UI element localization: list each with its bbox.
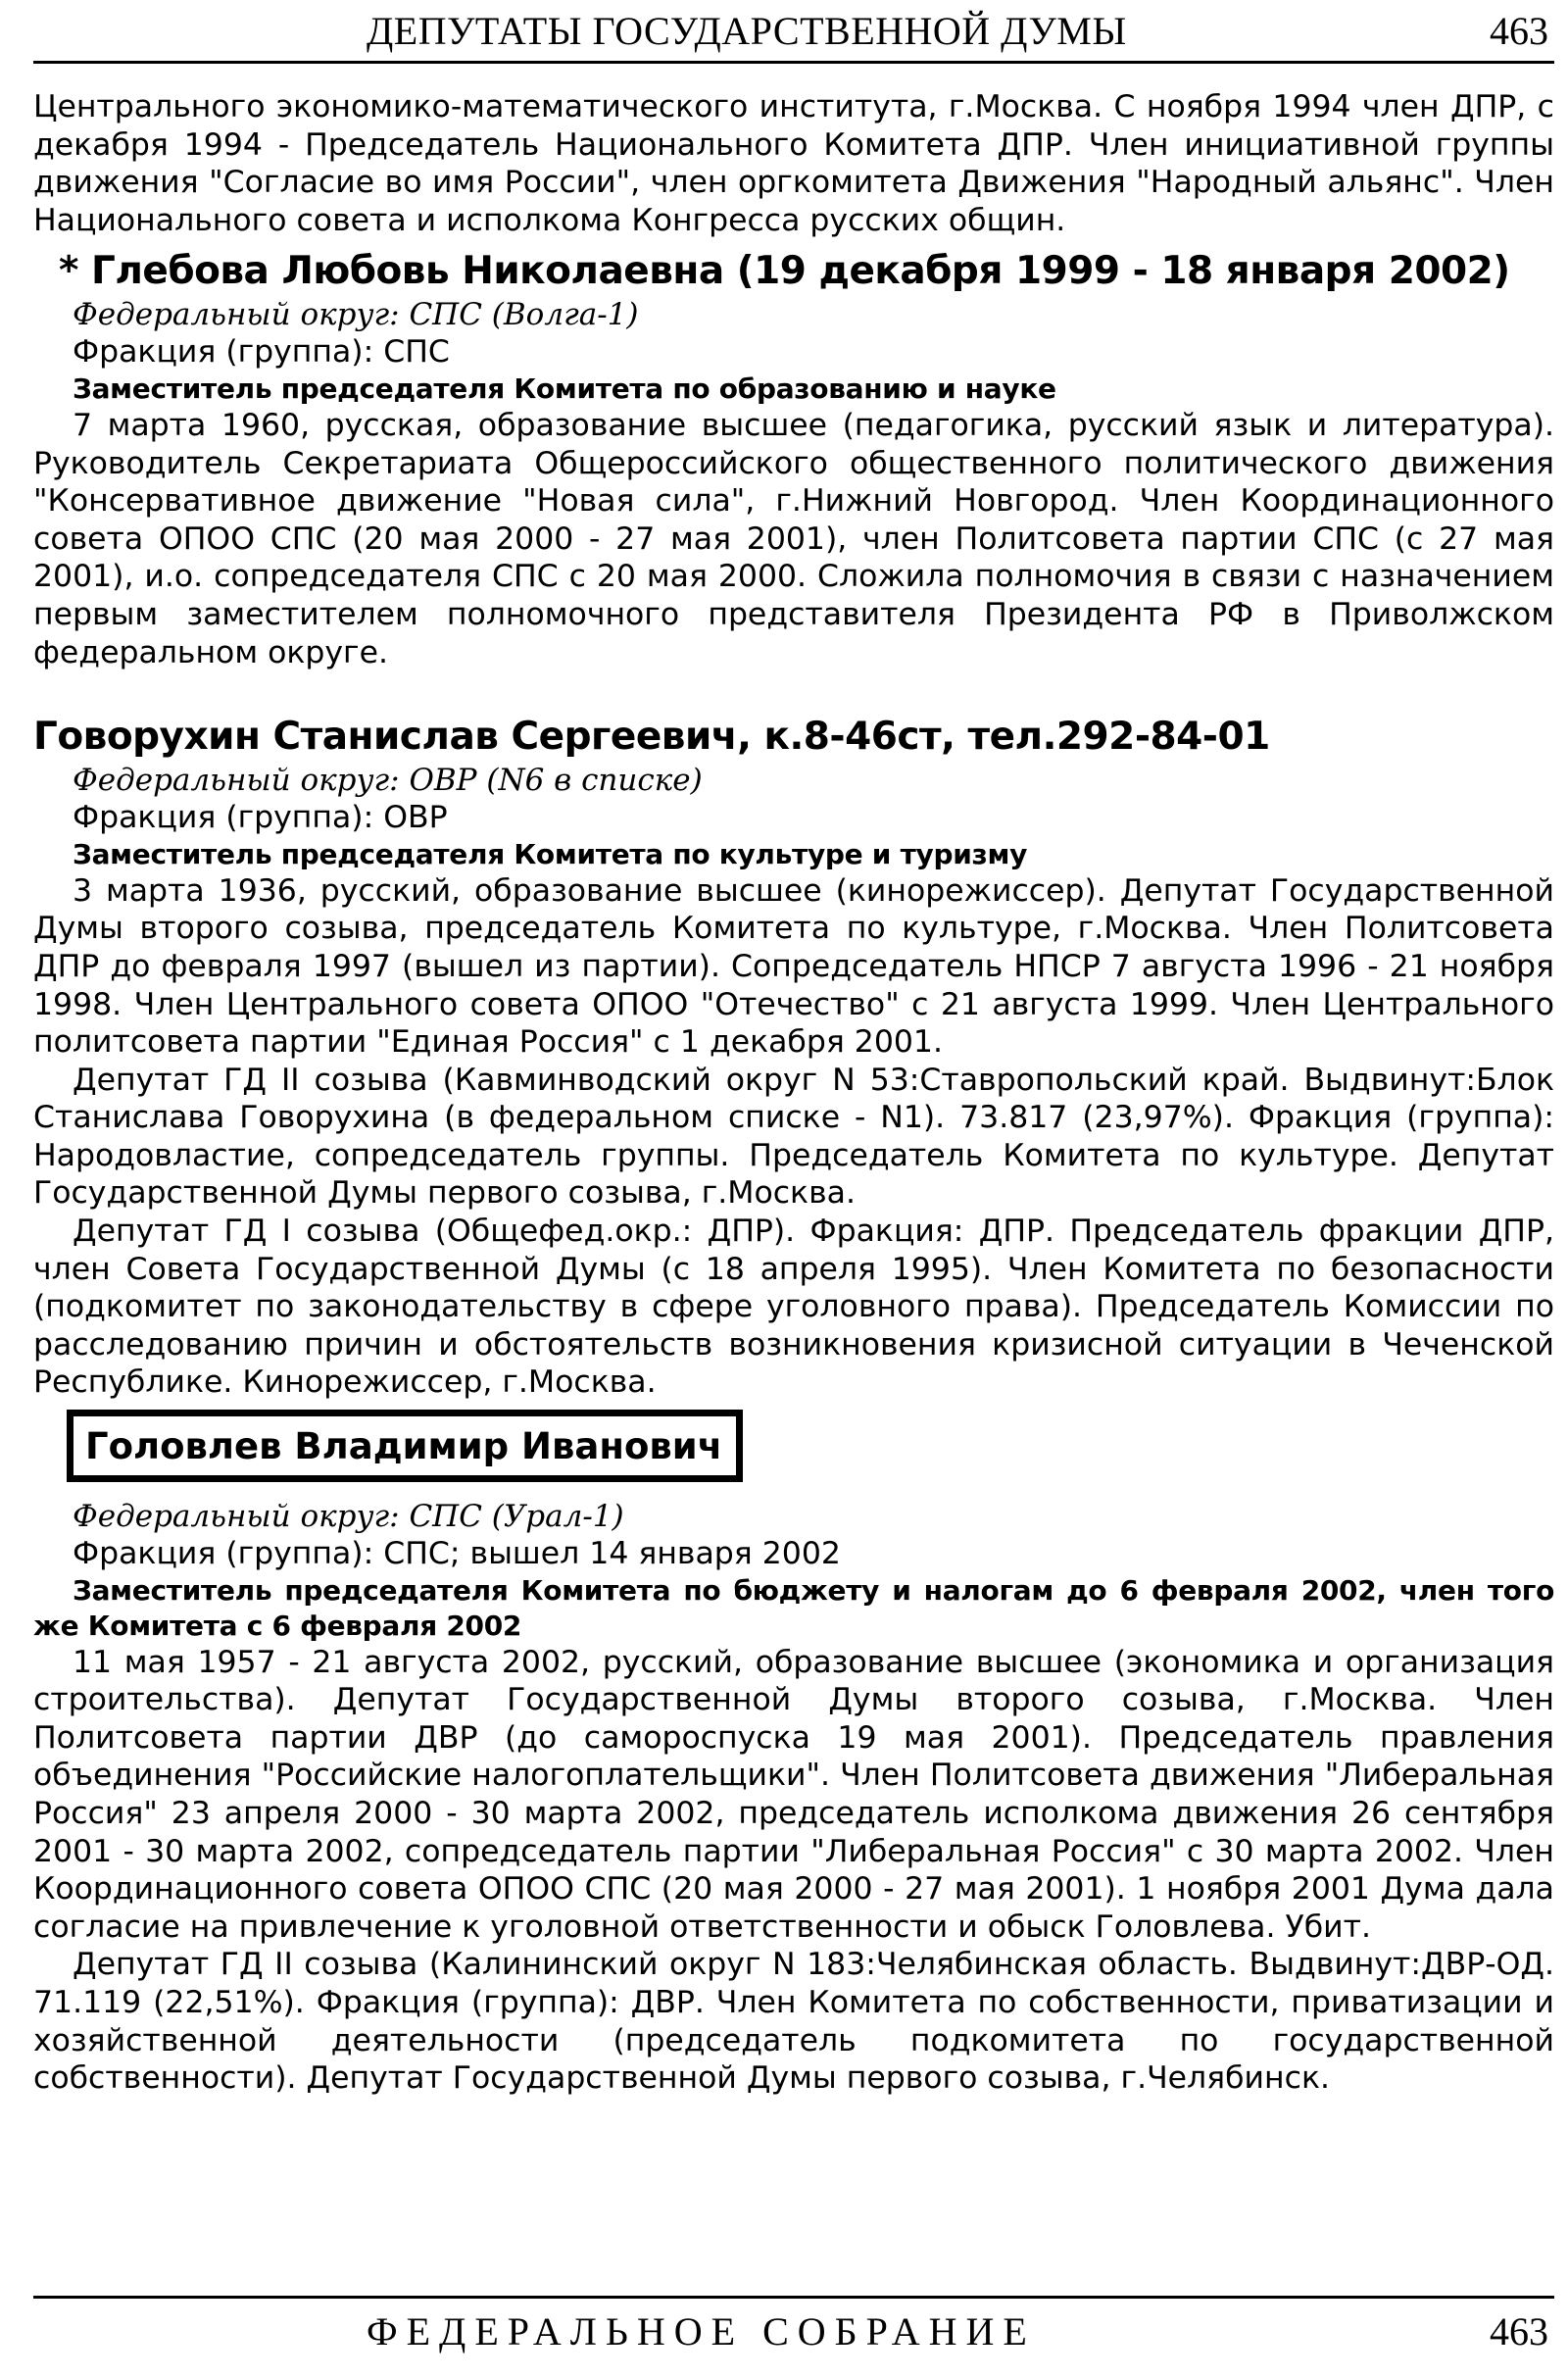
entry-bio-paragraph: 11 мая 1957 - 21 августа 2002, русский, образование высшее (экономика и организация строительства). Депутат Государственной Думы второго созыва, г.Москва. Член Политсовета партии ДВР (до самороспуска 19 мая 2001). Председатель правления объединения "Российские налогоплательщики". Член Политсовета движения "Либеральная Россия" 23 апреля 2000 - 30 марта 2002, председатель исполкома движения 26 сентября 2001 - 30 марта 2002, сопредседатель партии "Либеральная Россия" с 30 марта 2002. Член Координационного совета ОПОО СПС (20 мая 2000 - 27 мая 2001). 1 ноября 2001 Дума дала согласие на привлечение к уголовной ответственности и обыск Головлева. Убит. [33,1644,1554,1945]
entry-faction: Фракция (группа): СПС [73,334,450,371]
entry-bio-paragraph: Депутат ГД II созыва (Кавминводский округ N 53:Ставропольский край. Выдвинут:Блок Станислава Говорухина (в федеральном списке - N1). 73.817 (23,97%). Фракция (группа): Народовластие, сопредседатель группы. Председатель Комитета по культуре. Депутат Государственной Думы первого созыва, г.Москва. [33,1062,1554,1212]
entry-position: Заместитель председателя Комитета по образованию и науке [73,372,1056,405]
entry-position: Заместитель председателя Комитета по бюджету и налогам до 6 февраля 2002, член того же Комитета с 6 февраля 2002 [33,1573,1554,1642]
entry-district: Федеральный округ: ОВР (N6 в списке) [73,763,703,799]
document-page [33,0,1554,2379]
footer-page-number: 463 [1490,2309,1548,2354]
entry-name-box [67,1410,743,1482]
footer-title: ФЕДЕРАЛЬНОЕ СОБРАНИЕ [367,2309,1036,2354]
entry-govorukhin [33,713,1554,1402]
entry-golovlev [33,1402,1554,2098]
entry-name: * Глебова Любовь Николаевна (19 декабря 1999 - 18 января 2002) [59,249,1510,294]
entry-position: Заместитель председателя Комитета по культуре и туризму [73,837,1028,870]
header-page-number: 463 [1490,9,1548,53]
entry-bio-paragraph: Депутат ГД I созыва (Общефед.окр.: ДПР). Фракция: ДПР. Председатель фракции ДПР, член Совета Государственной Думы (с 18 апреля 1995). Член Комитета по безопасности (подкомитет по законодательству в сфере уголовного права). Председатель Комиссии по расследованию причин и обстоятельств возникновения кризисной ситуации в Чеченской Республике. Кинорежиссер, г.Москва. [33,1214,1554,1401]
entry-faction: Фракция (группа): ОВР [73,800,448,836]
running-footer [33,2296,1554,2377]
running-header [33,0,1554,64]
header-title: ДЕПУТАТЫ ГОСУДАРСТВЕННОЙ ДУМЫ [367,9,1127,53]
page-content [33,88,1554,2098]
entry-district: Федеральный округ: СПС (Урал-1) [73,1499,624,1535]
intro-paragraph: Центрального экономико-математического института, г.Москва. С ноября 1994 член ДПР, с декабря 1994 - Председатель Национального Комитета ДПР. Член инициативной группы движения "Согласие во имя России", член оргкомитета Движения "Народный альянс". Член Национального совета и исполкома Конгресса русских общин. [33,89,1554,238]
entry-name: Головлев Владимир Иванович [85,1425,723,1468]
entry-name: Говорухин Станислав Сергеевич, к.8-46ст, тел.292-84-01 [33,715,1270,760]
entry-district: Федеральный округ: СПС (Волга-1) [73,297,639,333]
entry-faction: Фракция (группа): СПС; вышел 14 января 2002 [73,1536,841,1572]
entry-glebova [33,247,1554,671]
entry-bio-paragraph: 3 марта 1936, русский, образование высшее (кинорежиссер). Депутат Государственной Думы второго созыва, председатель Комитета по культуре, г.Москва. Член Политсовета ДПР до февраля 1997 (вышел из партии). Сопредседатель НПСР 7 августа 1996 - 21 ноября 1998. Член Центрального совета ОПОО "Отечество" с 21 августа 1999. Член Центрального политсовета партии "Единая Россия" с 1 декабря 2001. [33,872,1554,1061]
entry-bio-paragraph: Депутат ГД II созыва (Калининский округ N 183:Челябинская область. Выдвинут:ДВР-ОД. 71.119 (22,51%). Фракция (группа): ДВР. Член Комитета по собственности, приватизации и хозяйственной деятельности (председатель подкомитета по государственной собственности). Депутат Государственной Думы первого созыва, г.Челябинск. [33,1947,1554,2097]
entry-bio-paragraph: 7 марта 1960, русская, образование высшее (педагогика, русский язык и литература). Руководитель Секретариата Общероссийского общественного политического движения "Консервативное движение "Новая сила", г.Нижний Новгород. Член Координационного совета ОПОО СПС (20 мая 2000 - 27 мая 2001), член Политсовета партии СПС (с 27 мая 2001), и.о. сопредседателя СПС с 20 мая 2000. Сложила полномочия в связи с назначением первым заместителем полномочного представителя Президента РФ в Приволжском федеральном округе. [33,407,1554,670]
